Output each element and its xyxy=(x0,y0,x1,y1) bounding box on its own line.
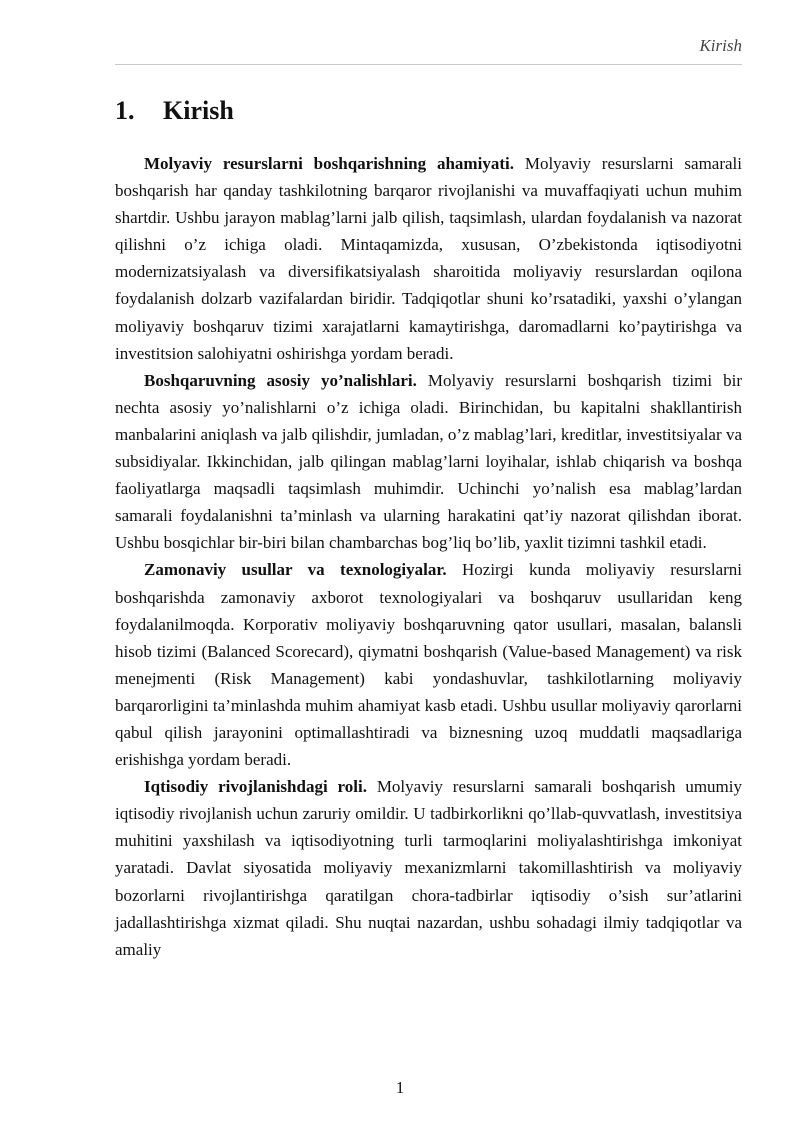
paragraph-heading: Boshqaruvning asosiy yo’nalishlari. xyxy=(144,370,417,390)
paragraph-heading: Zamonaviy usullar va texnologiyalar. xyxy=(144,560,447,580)
paragraph-text: Molyaviy resurslarni samarali boshqarish umumiy iqtisodiy rivojlanish uchun zaruriy omildir. U tadbirkorlikni qo’llab-quvvatlash, investitsiya muhitini yaxshilash va iqtisodiyotning turli tarmoqlarini moliyalashtirishga imkoniyat yaratadi. Davlat siyosatida moliyaviy mexanizmlarni takomillashtirish va moliyaviy bozorlarni rivojlantirishga qaratilgan chora-tadbirlar iqtisodiy o’sish sur’atlarini jadallashtirishga xizmat qiladi. Shu nuqtai nazardan, ushbu sohadagi ilmiy tadqiqotlar va amaliy xyxy=(115,777,742,959)
paragraph-text: Molyaviy resurslarni boshqarish tizimi bir nechta asosiy yo’nalishlarni o’z ichiga oladi. Birinchidan, bu kapitalni shakllantirish manbalarini aniqlash va jalb qilishdir, jumladan, o’z mablag’lari, kreditlar, investitsiyalar va subsidiyalar. Ikkinchidan, jalb qilingan mablag’larni loyihalar, ishlab chiqarish va boshqa faoliyatlarga maqsadli taqsimlash muhimdir. Uchinchi yo’nalish esa mablag’lardan samarali foydalanishni ta’minlash va ularning harakatini qat’iy nazorat qilishdan iborat. Ushbu bosqichlar bir-biri bilan chambarchas bog’liq bo’lib, yaxlit tizimni tashkil etadi. xyxy=(115,370,742,553)
paragraph xyxy=(115,556,742,773)
chapter-number: 1. xyxy=(115,96,135,125)
paragraph xyxy=(115,367,742,557)
chapter-title-text: Kirish xyxy=(163,96,234,125)
chapter-title xyxy=(115,96,234,126)
paragraph-heading: Iqtisodiy rivojlanishdagi roli. xyxy=(144,777,367,797)
body-text xyxy=(115,150,742,963)
running-header-title: Kirish xyxy=(699,36,742,55)
page-number: 1 xyxy=(395,1078,405,1097)
paragraph xyxy=(115,773,742,963)
paragraph-text: Hozirgi kunda moliyaviy resurslarni boshqarishda zamonaviy axborot texnologiyalari va boshqaruv usullaridan keng foydalanilmoqda. Korporativ moliyaviy boshqaruvning qator usullari, masalan, balansli hisob tizimi (Balanced Scorecard), qiymatni boshqarish (Value-based Management) va risk menejmenti (Risk Management) kabi yondashuvlar, tashkilotlarning moliyaviy barqarorligini ta’minlashda muhim ahamiyat kasb etadi. Ushbu usullar moliyaviy qarorlarni qabul qilish jarayonini optimallashtiradi va biznesning uzoq muddatli maqsadlariga erishishga yordam beradi. xyxy=(115,560,743,770)
paragraph xyxy=(115,150,742,367)
running-header xyxy=(115,36,742,65)
paragraph-text: Molyaviy resurslarni samarali boshqarish har qanday tashkilotning barqaror rivojlanishi va muvaffaqiyati uchun muhim shartdir. Ushbu jarayon mablag’larni jalb qilish, taqsimlash, ulardan foydalanish va nazorat qilishni o’z ichiga oladi. Mintaqamizda, xususan, O’zbekistonda iqtisodiyotni modernizatsiyalash va diversifikatsiyalash sharoitida moliyaviy resurslardan oqilona foydalanish dolzarb vazifalardan biridir. Tadqiqotlar shuni ko’rsatadiki, yaxshi o’ylangan moliyaviy boshqaruv tizimi xarajatlarni kamaytirishga, daromadlarni ko’paytirishga va investitsion salohiyatni oshirishga yordam beradi. xyxy=(115,154,742,363)
paragraph-heading: Molyaviy resurslarni boshqarishning ahamiyati. xyxy=(144,154,514,173)
